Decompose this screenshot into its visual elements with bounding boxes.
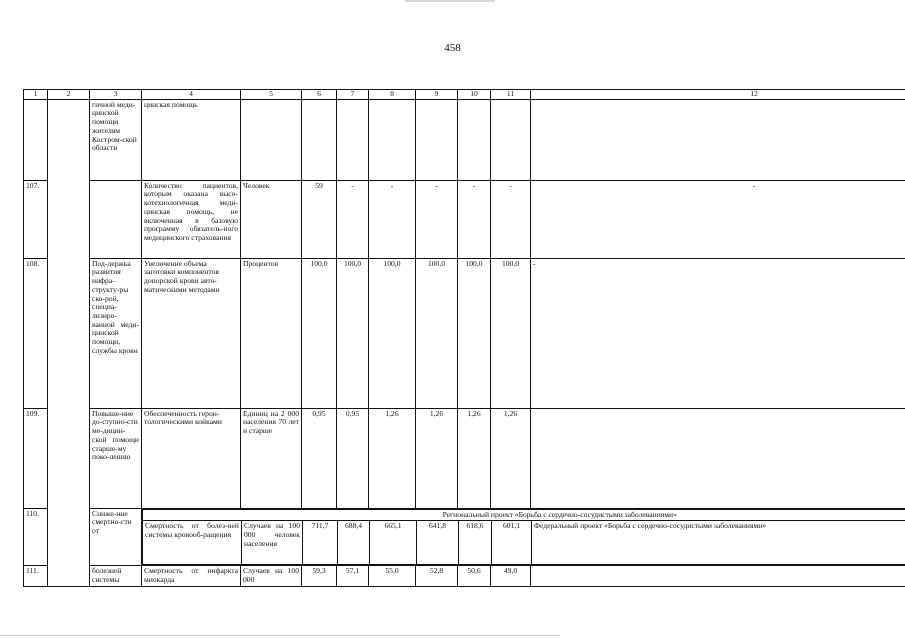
value-cell: 59,3 [302,566,337,586]
task-cell: гичной меди-цинской помощи жителям Костром-ской области [90,99,142,180]
value-cell: 1,26 [416,408,458,508]
note-cell: - [531,258,905,408]
program-cell [48,99,90,586]
row-number [24,99,48,180]
note-cell [531,408,905,508]
value-cell: - [337,180,369,258]
indicator-cell: Количество пациентов, которым оказана высо-котехнологичная меди-цинская помощь, не включенная в базовую программу обязатель-ного медицинского страхования [142,180,241,258]
value-cell: 711,7 [303,521,338,565]
col-header: 11 [491,90,531,100]
value-cell: 100,0 [369,258,416,408]
value-cell: 49,0 [491,566,531,586]
indicator-table [23,89,905,587]
indicator-cell: Обеспеченность герон-тологическими койками [142,408,241,508]
task-cell: Под-держка развития инфра-структу-ры ско-рой, специа-лизиро-ванной меди-цинской помощи, службы крови [90,258,142,408]
value-cell: - [458,180,491,258]
task-cell: Сниже-ние смертно-сти от [90,508,142,566]
value-cell: 100,0 [337,258,369,408]
value-cell: - [416,180,458,258]
note-cell [531,99,905,180]
indicator-cell: Смертность от болез-ней системы кровооб-ращения [143,521,242,565]
table-row [24,508,905,566]
value-cell [458,99,491,180]
value-cell: 100,0 [491,258,531,408]
table-row [24,99,905,180]
unit-cell: Случаев на 100 000 [241,566,302,586]
value-cell: 601,1 [492,521,532,565]
value-cell: 52,8 [416,566,458,586]
value-cell: 1,26 [458,408,491,508]
task-cell: Повыше-ние до-ступно-сти ме-дицин-ской помощи старше-му поко-лению [90,408,142,508]
value-cell: - [491,180,531,258]
scan-artifact-top [405,0,495,2]
value-cell: 0,95 [337,408,369,508]
note-cell: - [531,180,905,258]
note-cell: Федеральный проект «Борьба с сердечно-сосудистыми заболеваниями» [532,521,905,565]
unit-cell: Случаев на 100 000 человек населения [242,521,303,565]
indicator-cell: цинская помощь [142,99,241,180]
col-header: 12 [531,90,905,100]
unit-cell: Человек [241,180,302,258]
col-header: 9 [416,90,458,100]
value-cell: 1,26 [369,408,416,508]
value-cell: 1,26 [491,408,531,508]
col-header: 2 [48,90,90,100]
table-row [24,566,905,586]
col-header: 5 [241,90,302,100]
col-header: 10 [458,90,491,100]
value-cell: 100,0 [302,258,337,408]
value-cell [302,99,337,180]
col-header: 6 [302,90,337,100]
col-header: 1 [24,90,48,100]
table-row [24,180,905,258]
value-cell: 55,0 [369,566,416,586]
value-cell: - [369,180,416,258]
col-header: 4 [142,90,241,100]
table-row [24,258,905,408]
task-cell: болезней системы [90,566,142,586]
section-banner: Региональный проект «Борьба с сердечно-сосудистыми заболеваниями» [143,509,905,521]
row-number: 108. [24,258,48,408]
row-110-body [142,508,905,566]
value-cell: 0,95 [302,408,337,508]
unit-cell: Процентов [241,258,302,408]
header-row [24,90,905,100]
value-cell [369,99,416,180]
unit-cell [241,99,302,180]
page-number: 458 [444,42,461,54]
row-number: 110. [24,508,48,566]
col-header: 8 [369,90,416,100]
value-cell: 641,8 [417,521,459,565]
value-cell [337,99,369,180]
value-cell: 50,6 [458,566,491,586]
value-cell [416,99,458,180]
unit-cell: Единиц на 2 000 населения 70 лет и старше [241,408,302,508]
table-row [24,408,905,508]
value-cell: 618,6 [459,521,492,565]
indicator-cell: Увеличение объема заготовки компонентов донорской крови авто-матическими методами [142,258,241,408]
value-cell: 665,1 [370,521,417,565]
value-cell: 57,1 [337,566,369,586]
value-cell: 100,0 [416,258,458,408]
row-number: 107. [24,180,48,258]
col-header: 3 [90,90,142,100]
task-cell [90,180,142,258]
col-header: 7 [337,90,369,100]
note-cell [531,566,905,586]
value-cell: 688,4 [338,521,370,565]
row-number: 109. [24,408,48,508]
scan-artifact-bottom [0,635,560,636]
value-cell [491,99,531,180]
row-number: 111. [24,566,48,586]
value-cell: 59 [302,180,337,258]
indicator-cell: Смертность от инфаркта миокарда [142,566,241,586]
value-cell: 100,0 [458,258,491,408]
